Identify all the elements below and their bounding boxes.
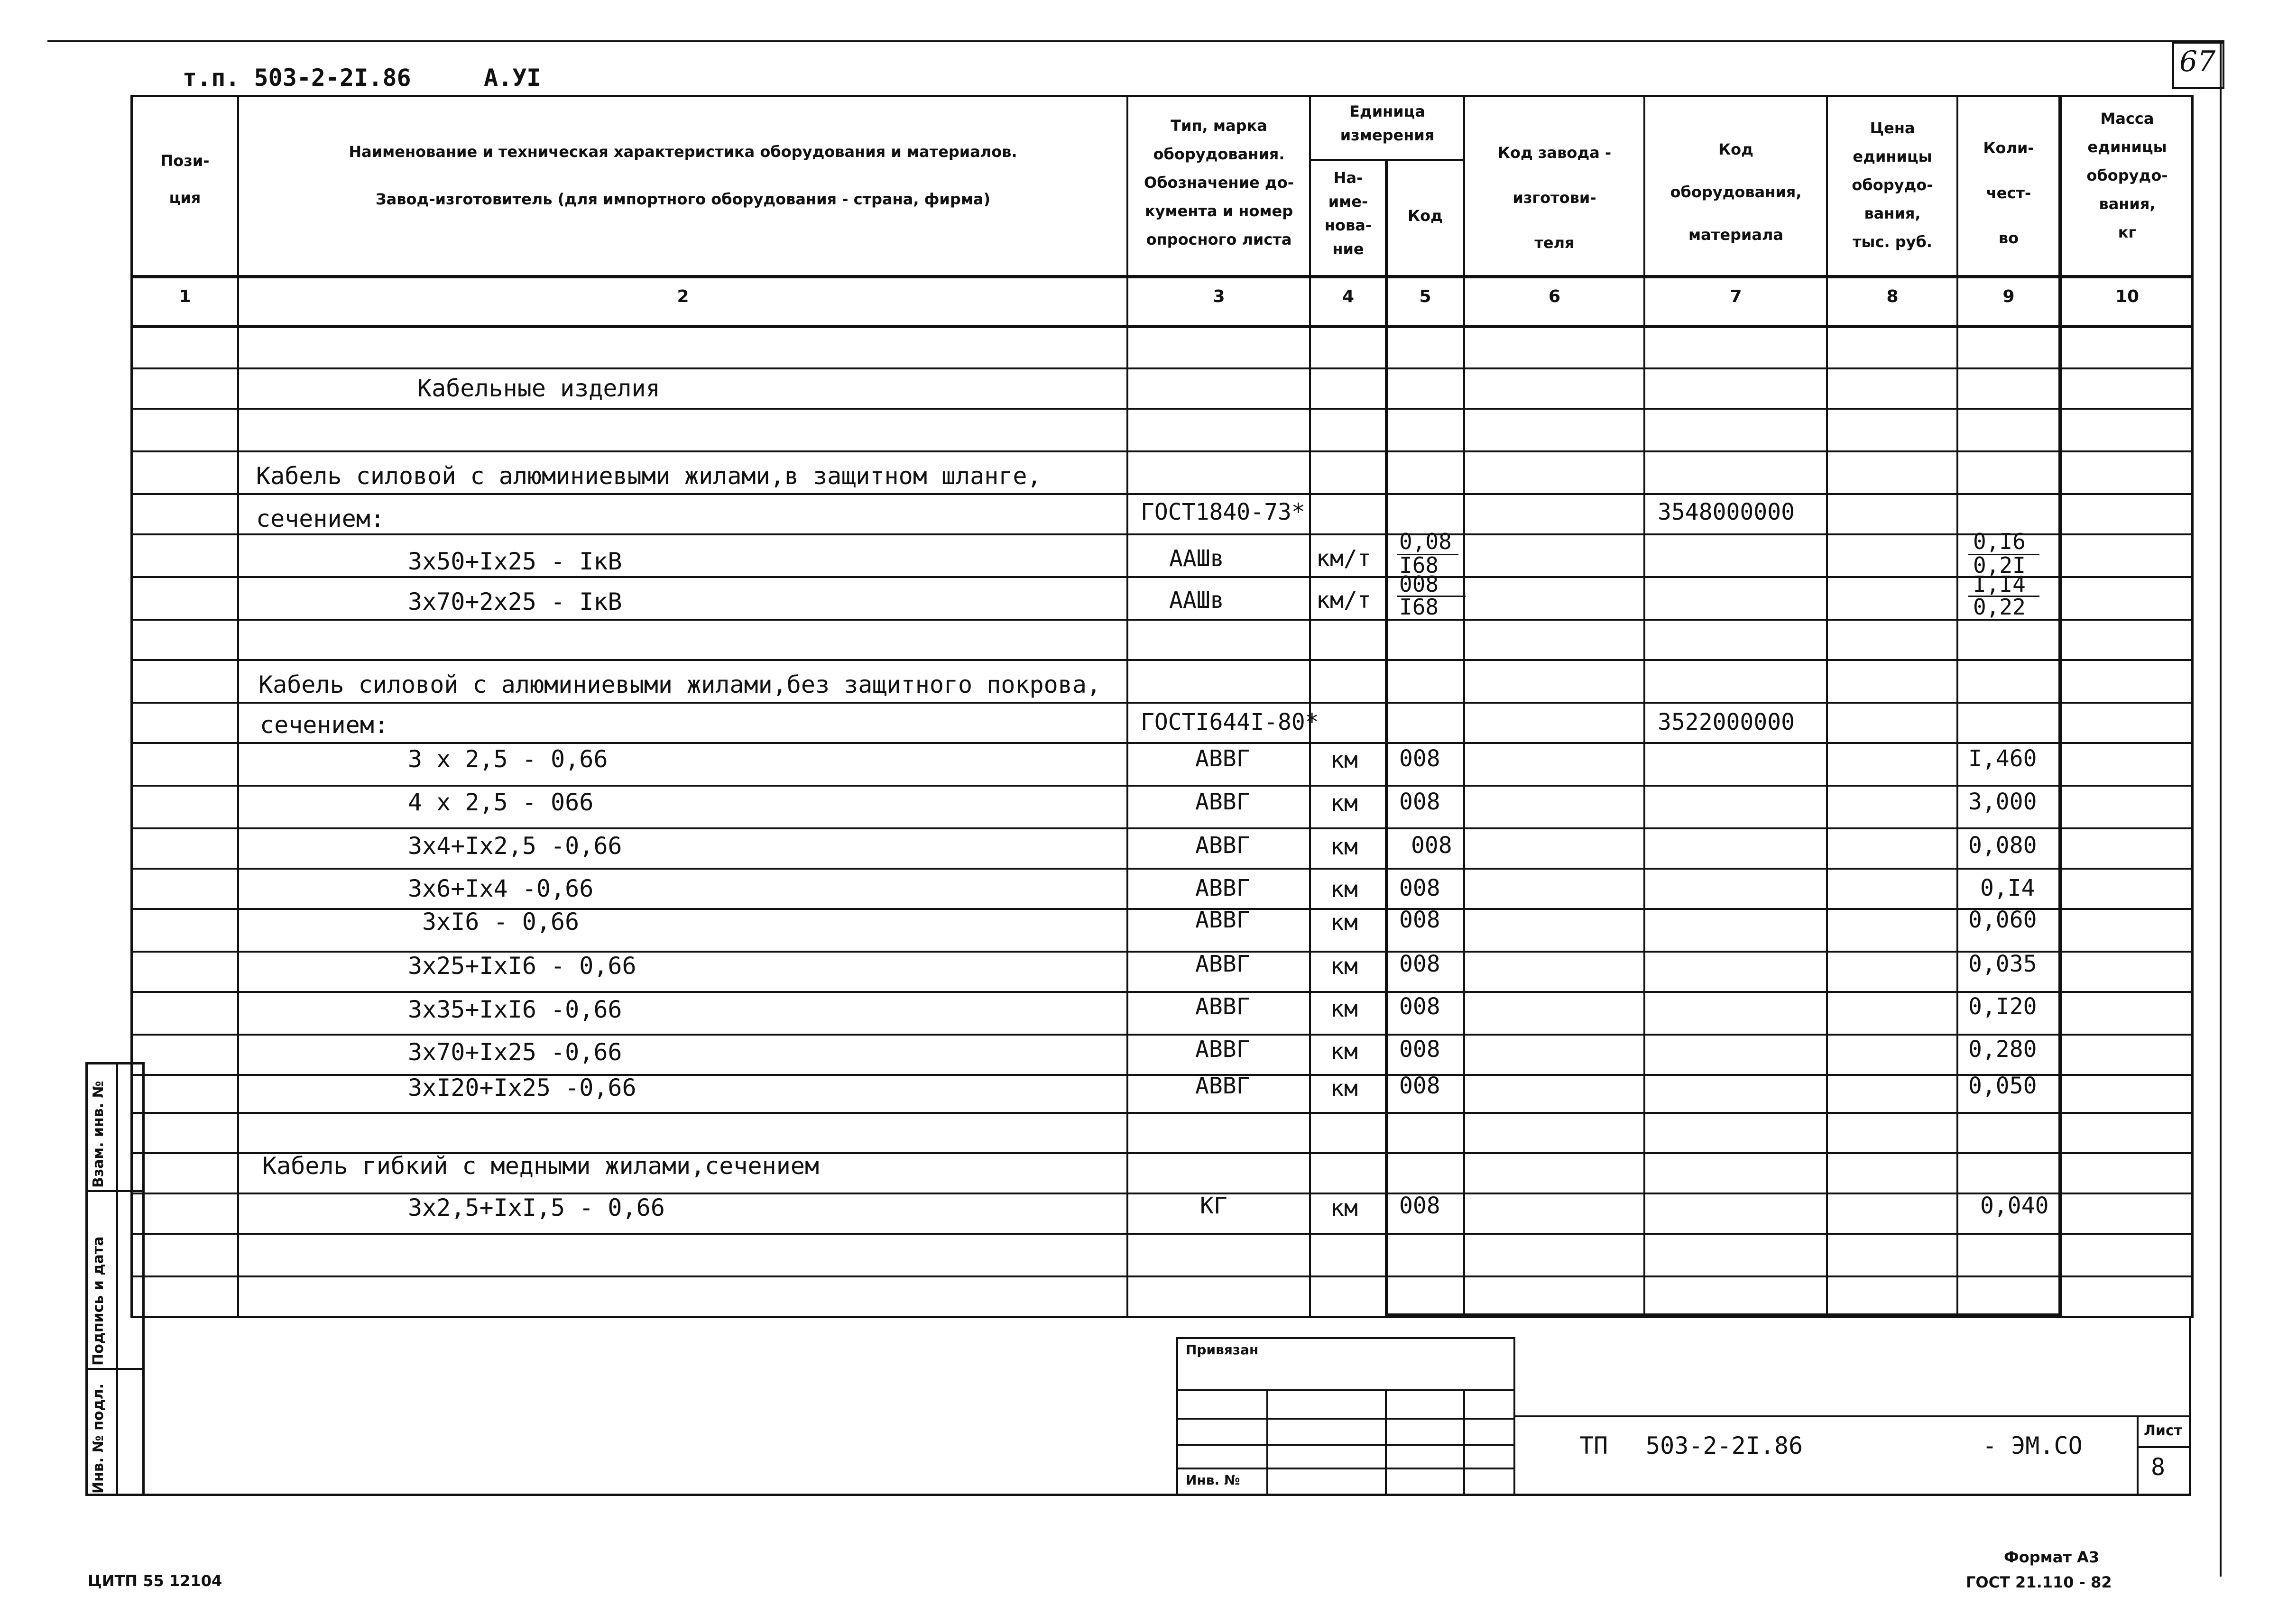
g2-item9-code: 008 — [1399, 1073, 1440, 1099]
hdr-position: Пози- ция — [160, 152, 210, 207]
col-line-9 — [2058, 95, 2062, 1318]
row-line — [130, 576, 2194, 578]
hdr-type: Тип, марка оборудования. Обозначение до- кумента и номер опросного листа — [1144, 117, 1294, 248]
g2-item2-unit: км — [1330, 790, 1358, 817]
hdr-quantity: Коли- чест- во — [1983, 139, 2034, 247]
row-line — [130, 1275, 2194, 1277]
g2-item9-type: АВВГ — [1195, 1073, 1250, 1099]
g1-item2-code-top: 008 — [1399, 571, 1439, 597]
row-line — [130, 450, 2194, 452]
colnum-10: 10 — [2115, 287, 2140, 306]
group2-title-line2: сечением: — [260, 711, 388, 739]
hdr-material-code: Код оборудования, материала — [1670, 140, 1802, 244]
sheet-box-divider — [2137, 1446, 2191, 1448]
g1-item2-unit: км/т — [1316, 587, 1371, 614]
g2-item8-qty: 0,280 — [1968, 1036, 2037, 1063]
group1-standard: ГОСТ1840-73* — [1141, 499, 1305, 525]
g2-item2-type: АВВГ — [1195, 789, 1250, 815]
side-strip-divider — [116, 1062, 118, 1496]
g2-item7-type: АВВГ — [1195, 993, 1250, 1020]
g1-item1-code-top: 0,08 — [1399, 529, 1452, 554]
g3-item1-type: КГ — [1200, 1193, 1227, 1219]
g2-item4-unit: км — [1330, 876, 1358, 903]
g2-item4-type: АВВГ — [1195, 875, 1250, 901]
side-strip-line — [85, 1190, 145, 1192]
row-line — [130, 991, 2194, 993]
g2-item5-unit: км — [1330, 909, 1358, 936]
colnum-4: 4 — [1342, 287, 1355, 306]
g1-item1-type: ААШв — [1169, 545, 1224, 572]
g2-item8-type: АВВГ — [1195, 1036, 1250, 1063]
g2-item2-name: 4 х 2,5 - 066 — [408, 789, 594, 816]
footer-format: Формат А3 — [2004, 1548, 2100, 1566]
sheet-box-left — [2137, 1415, 2139, 1496]
g1-item1-code-bottom: I68 — [1399, 552, 1439, 578]
g1-item2-qty-bottom: 0,22 — [1973, 594, 2026, 620]
g3-item1-unit: км — [1330, 1195, 1358, 1221]
g2-item5-code: 008 — [1399, 907, 1440, 933]
g2-item1-code: 008 — [1399, 745, 1440, 772]
g2-item9-name: 3хI20+Iх25 -0,66 — [408, 1074, 636, 1101]
right-rule — [2220, 40, 2222, 1577]
g1-item1-name: 3х50+Iх25 - IкВ — [408, 548, 622, 575]
g2-item7-code: 008 — [1399, 993, 1440, 1020]
side-label-vzam: Взам. инв. № — [90, 1081, 107, 1188]
col-line-7 — [1826, 95, 1828, 1318]
g2-item3-name: 3х4+Iх2,5 -0,66 — [408, 832, 622, 860]
row-line — [130, 827, 2194, 829]
g2-item2-qty: 3,000 — [1968, 789, 2037, 815]
title-block-top — [1515, 1415, 2191, 1417]
g2-item3-code: 008 — [1411, 832, 1452, 859]
g2-item3-type: АВВГ — [1195, 832, 1250, 859]
bottom-area-frame — [142, 1316, 2191, 1496]
group3-title: Кабель гибкий с медными жилами,сечением — [262, 1152, 819, 1180]
g1-item2-type: ААШв — [1169, 587, 1224, 614]
g2-item3-unit: км — [1330, 834, 1358, 860]
album-label: А.УI — [484, 64, 541, 92]
g1-item1-qty-top: 0,I6 — [1973, 529, 2026, 554]
top-rule — [47, 40, 2224, 42]
g2-item3-qty: 0,080 — [1968, 832, 2037, 859]
corner-sheet-number: 67 — [2179, 45, 2216, 78]
hdr-maker-code: Код завода - изготови- теля — [1497, 144, 1612, 252]
stamp-bound-label: Привязан — [1186, 1342, 1259, 1358]
row-line — [130, 493, 2194, 495]
group1-title-line1: Кабель силовой с алюминиевыми жилами,в защитном шланге, — [256, 462, 1042, 490]
g2-item9-unit: км — [1330, 1075, 1358, 1102]
hdr-unit-code: Код — [1408, 207, 1443, 225]
g2-item5-qty: 0,060 — [1968, 907, 2037, 933]
g2-item4-code: 008 — [1399, 875, 1440, 901]
col-line-5 — [1463, 95, 1465, 1318]
g1-item2-code-bottom: I68 — [1399, 594, 1439, 620]
g2-item1-name: 3 х 2,5 - 0,66 — [408, 745, 608, 773]
g2-item7-unit: км — [1330, 996, 1358, 1022]
group2-material-code: 3522000000 — [1658, 709, 1795, 735]
colnum-8: 8 — [1886, 287, 1899, 306]
col-line-3 — [1309, 95, 1311, 1318]
g2-item8-name: 3х70+Iх25 -0,66 — [408, 1038, 622, 1066]
colnum-bottom-line — [130, 325, 2194, 328]
g2-item6-type: АВВГ — [1195, 951, 1250, 977]
g2-item6-name: 3х25+IхI6 - 0,66 — [408, 952, 636, 980]
g2-item6-qty: 0,035 — [1968, 951, 2037, 977]
sheet-label: Лист — [2144, 1422, 2183, 1439]
group2-standard: ГОСТI644I-80* — [1141, 709, 1319, 735]
g2-item7-qty: 0,I20 — [1968, 993, 2037, 1020]
group2-title-line1: Кабель силовой с алюминиевыми жилами,без защитного покрова, — [258, 671, 1101, 698]
side-label-sign: Подпись и дата — [90, 1236, 107, 1366]
title-tp-label: ТП — [1579, 1432, 1608, 1459]
colnum-1: 1 — [179, 287, 191, 306]
g2-item1-type: АВВГ — [1195, 745, 1250, 772]
row-line — [130, 619, 2194, 621]
colnum-6: 6 — [1548, 287, 1561, 306]
colnum-9: 9 — [2002, 287, 2015, 306]
row-line — [130, 868, 2194, 870]
sheet-number: 8 — [2151, 1453, 2166, 1481]
side-label-inv-podl: Инв. № подл. — [90, 1383, 107, 1494]
g2-item5-name: 3хI6 - 0,66 — [422, 908, 580, 936]
colnum-3: 3 — [1213, 287, 1225, 306]
colnum-2: 2 — [677, 287, 689, 306]
g1-item2-name: 3х70+2х25 - IкВ — [408, 588, 622, 615]
row-line — [130, 742, 2194, 744]
col-line-1 — [237, 95, 239, 1318]
g2-item4-name: 3х6+Iх4 -0,66 — [408, 875, 594, 902]
g3-item1-code: 008 — [1399, 1193, 1440, 1219]
row-line — [130, 408, 2194, 410]
col-line-4 — [1385, 161, 1388, 1318]
stamp-vline — [1266, 1389, 1268, 1496]
g2-item6-unit: км — [1330, 953, 1358, 980]
row-line — [130, 1034, 2194, 1036]
g2-item5-type: АВВГ — [1195, 907, 1250, 933]
group1-material-code: 3548000000 — [1658, 499, 1795, 525]
footer-gost: ГОСТ 21.110 - 82 — [1966, 1573, 2112, 1591]
g2-item7-name: 3х35+IхI6 -0,66 — [408, 996, 622, 1023]
header-bottom-line — [130, 275, 2194, 278]
col-line-6 — [1643, 95, 1645, 1318]
row-line — [130, 367, 2194, 369]
g2-item6-code: 008 — [1399, 951, 1440, 977]
unit-group-line — [1309, 159, 1463, 161]
hdr-mass: Масса единицы оборудо- вания, кг — [2086, 110, 2168, 241]
doc-code-top: т.п. 503-2-2I.86 — [183, 64, 411, 92]
footer-left-code: ЦИТП 55 12104 — [88, 1572, 222, 1590]
group1-title-line2: сечением: — [256, 505, 385, 532]
g2-item1-unit: км — [1330, 747, 1358, 773]
row-line — [130, 1233, 2194, 1235]
stamp-inv-label: Инв. № — [1186, 1472, 1240, 1488]
col-line-8 — [1956, 95, 1958, 1318]
hdr-unit-group: Единица измерения — [1340, 102, 1435, 144]
row-line — [130, 659, 2194, 661]
g2-item9-qty: 0,050 — [1968, 1073, 2037, 1099]
main-table-frame — [130, 95, 2194, 1318]
g2-item2-code: 008 — [1399, 789, 1440, 815]
colnum-7: 7 — [1730, 287, 1742, 306]
g1-item1-unit: км/т — [1316, 545, 1371, 572]
side-strip-line — [85, 1368, 145, 1370]
row-line — [130, 702, 2194, 704]
title-doc-code: 503-2-2I.86 — [1646, 1432, 1803, 1459]
stamp-vline — [1385, 1389, 1387, 1496]
hdr-price: Цена единицы оборудо- вания, тыс. руб. — [1852, 119, 1933, 251]
colnum-5: 5 — [1419, 287, 1431, 306]
row-line — [130, 785, 2194, 787]
hdr-unit-name: На- име- нова- ние — [1324, 169, 1372, 258]
title-suffix: - ЭМ.СО — [1983, 1432, 2083, 1459]
g2-item1-qty: I,460 — [1968, 745, 2037, 772]
g1-item2-qty-top: I,I4 — [1973, 571, 2026, 597]
col-line-2 — [1126, 95, 1128, 1318]
row-line — [130, 1112, 2194, 1114]
hdr-name-line2: Завод-изготовитель (для импортного оборудования - страна, фирма) — [375, 190, 991, 208]
hdr-name-line1: Наименование и техническая характеристика оборудования и материалов. — [349, 143, 1017, 161]
g3-item1-name: 3х2,5+IхI,5 - 0,66 — [408, 1194, 665, 1221]
g2-item8-unit: км — [1330, 1038, 1358, 1065]
section-title: Кабельные изделия — [417, 375, 660, 402]
row-line — [130, 533, 2194, 535]
g1-item1-qty-bottom: 0,2I — [1973, 552, 2026, 578]
stamp-vline — [1463, 1389, 1465, 1496]
g3-item1-qty: 0,040 — [1980, 1193, 2049, 1219]
g2-item4-qty: 0,I4 — [1980, 875, 2035, 901]
g2-item8-code: 008 — [1399, 1036, 1440, 1063]
